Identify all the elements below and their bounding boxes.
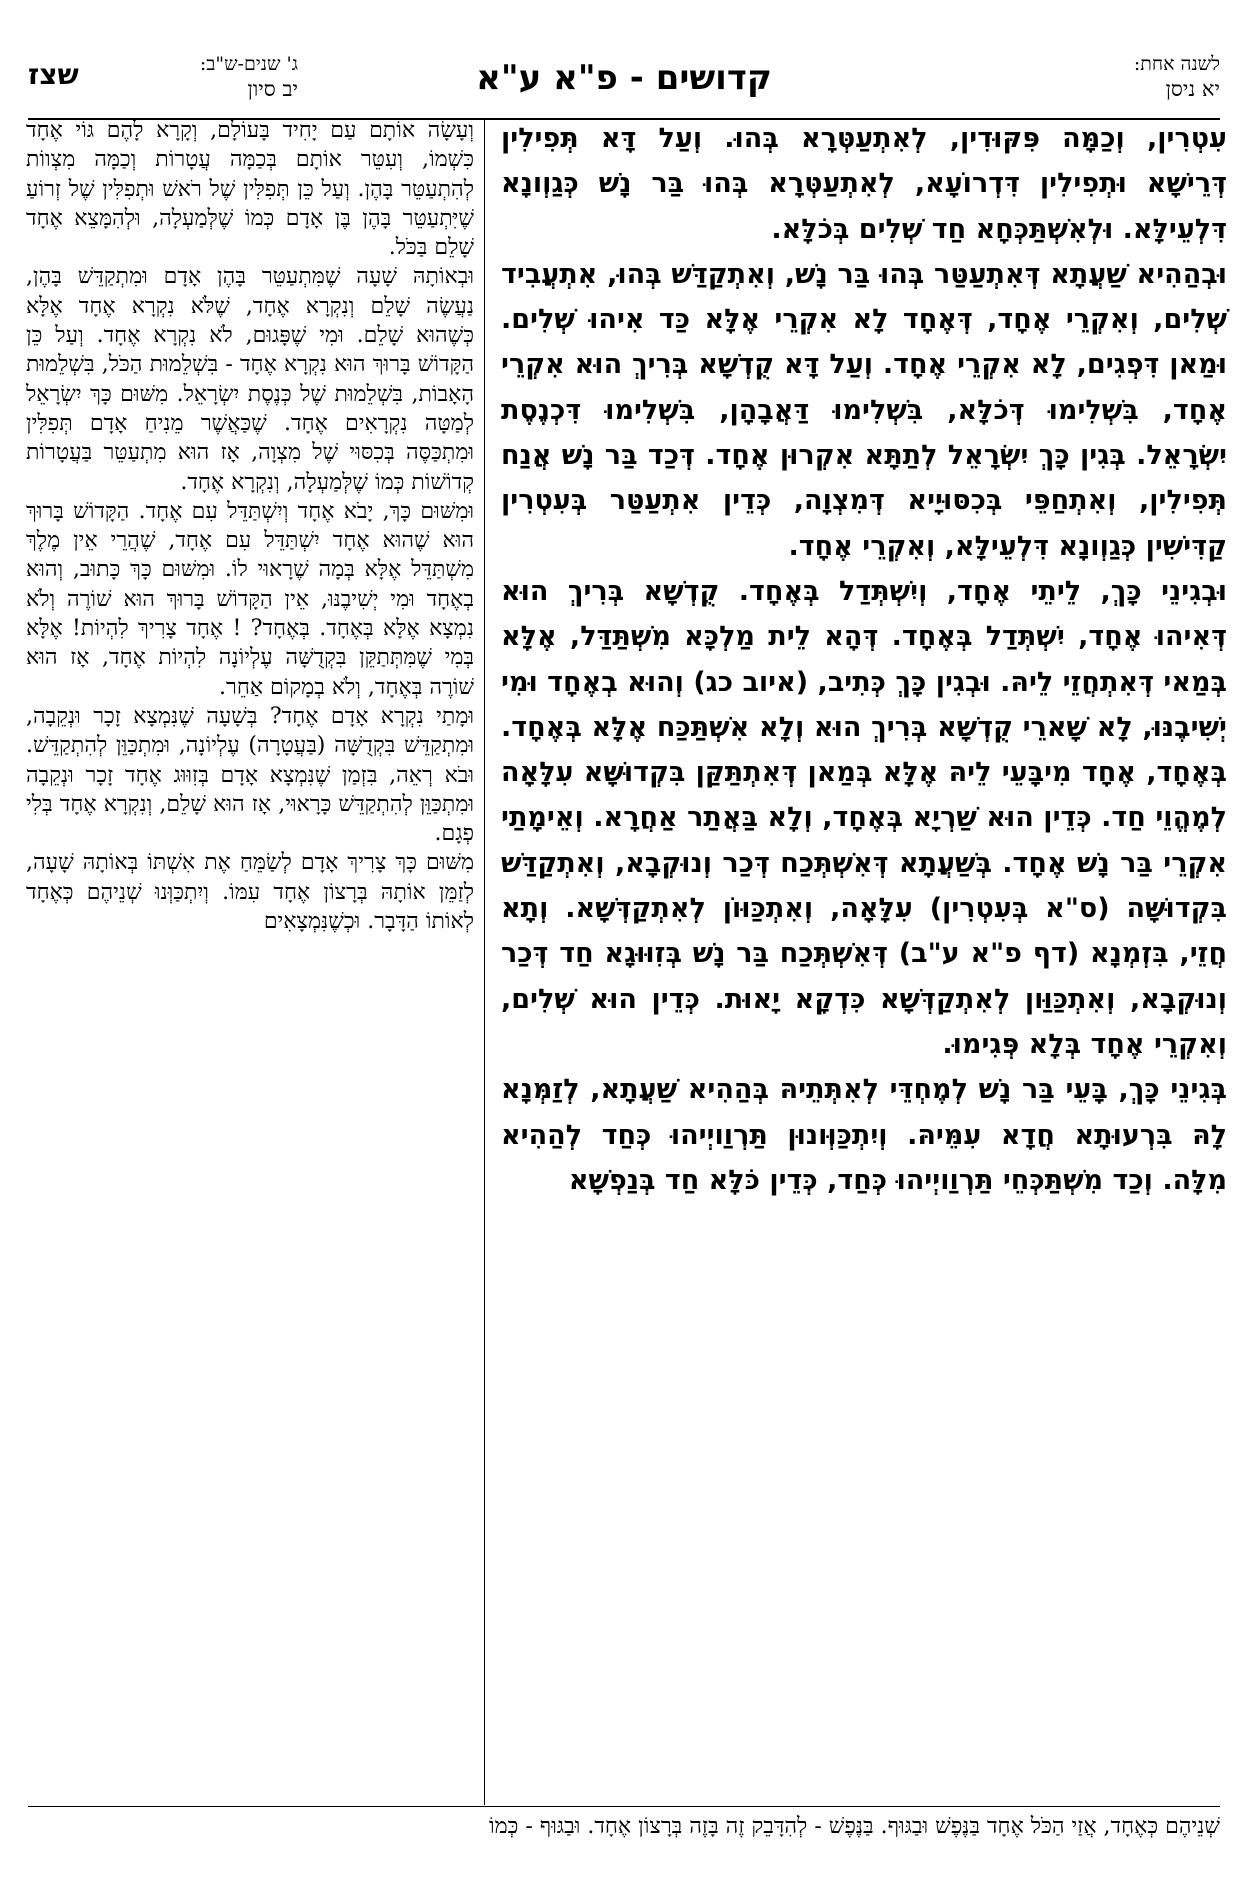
footer-continuation: שְׁנֵיהֶם כְּאֶחָד, אֲזַי הַכֹּל אֶחָד בַּנֶּפֶשׁ וּבַגּוּף. בַּנֶּפֶשׁ - לְהִדָּבֵק זֶה בָּזֶה בְּרָצוֹן אֶחָד. וּבַגּוּף - כְּמוֹ — [488, 1814, 1220, 1839]
translation-column — [26, 116, 474, 936]
translation-paragraph: וְעָשָׂה אוֹתָם עַם יָחִיד בָּעוֹלָם, וְקָרָא לָהֶם גּוֹי אֶחָד כִּשְׁמוֹ, וְעִטֵּר אוֹתָם בְּכַמָּה עֲטָרוֹת וְכַמָּה מִצְווֹת לְהִתְעַטֵּר בָּהֶן. וְעַל כֵּן תְּפִלִּין שֶׁל רֹאשׁ וּתְפִלִּין שֶׁל זְרוֹעַ שֶׁיִּתְעַטֵּר בָּהֶן בֶּן אָדָם כְּמוֹ שֶׁלְּמַעְלָה, וּלְהִמָּצֵא אֶחָד שָׁלֵם בַּכֹּל. — [26, 118, 474, 261]
main-paragraph: וּבְהַהִיא שַׁעֲתָא דְּאִתְעַטַּר בְּהוּ בַּר נָשׁ, וְאִתְקַדַּשׁ בְּהוּ, אִתְעֲבִיד שְׁלִים, וְאִקְרֵי אֶחָד, דְּאֶחָד לָא אִקְרֵי אֶלָּא כַּד אִיהוּ שְׁלִים. וּמַאן דִּפְגִים, לָא אִקְרֵי אֶחָד. וְעַל דָּא קֻדְשָׁא בְּרִיךְ הוּא אִקְרֵי אֶחָד, בִּשְׁלִימוּ דְּכֹלָּא, בִּשְׁלִימוּ דַּאֲבָהָן, בִּשְׁלִימוּ דִּכְנֶסֶת יִשְׂרָאֵל. בְּגִין כָּךְ יִשְׂרָאֵל לְתַתָּא אִקְרוּן אֶחָד. דְּכַד בַּר נָשׁ אֲנַח תְּפִילִין, וְאִתְחַפֵּי בְּכִסּוּיָיא דְּמִצְוָה, כְּדֵין אִתְעַטַּר בְּעִטְרִין קַדִּישִׁין כְּגַוְונָא דִּלְעֵילָּא, וְאִקְרֵי אֶחָד. — [501, 258, 1227, 562]
main-paragraph: עִטְרִין, וְכַמָּה פִּקּוּדִין, לְאִתְעַטְּרָא בְּהוּ. וְעַל דָּא תְּפִילִין דְּרֵישָׁא וּתְפִילִין דִּדְרוֹעָא, לְאִתְעַטְּרָא בְּהוּ בַּר נָשׁ כְּגַוְונָא דִּלְעֵילָּא. וּלְאִשְׁתַּכְּחָא חַד שְׁלִים בְּכֹלָּא. — [501, 123, 1227, 245]
page-header — [28, 48, 1220, 116]
page-title: קדושים - פ"א ע"א — [476, 58, 772, 98]
translation-paragraph: וּבְאוֹתָהּ שָׁעָה שֶׁמִּתְעַטֵּר בָּהֶן אָדָם וּמִתְקַדֵּשׁ בָּהֶן, נַעֲשֶׂה שָׁלֵם וְנִקְרָא אֶחָד, שֶׁלֹּא נִקְרָא אֶחָד אֶלָּא כְּשֶׁהוּא שָׁלֵם. וּמִי שֶׁפָּגוּם, לֹא נִקְרָא אֶחָד. וְעַל כֵּן הַקָּדוֹשׁ בָּרוּךְ הוּא נִקְרָא אֶחָד - בִּשְׁלֵמוּת הַכֹּל, בִּשְׁלֵמוּת הָאָבוֹת, בִּשְׁלֵמוּת שֶׁל כְּנֶסֶת יִשְׂרָאֵל. מִשּׁוּם כָּךְ יִשְׂרָאֵל לְמַטָּה נִקְרָאִים אֶחָד. שֶׁכַּאֲשֶׁר מֵנִיחַ אָדָם תְּפִלִּין וּמִתְכַּסֶּה בְּכִסּוּי שֶׁל מִצְוָה, אָז הוּא מִתְעַטֵּר בַּעֲטָרוֹת קְדוֹשׁוֹת כְּמוֹ שֶׁלְּמַעְלָה, וְנִקְרָא אֶחָד. — [26, 264, 474, 495]
column-divider — [484, 120, 485, 1805]
schedule-one-year-date: יא ניסן — [1165, 77, 1220, 101]
footer-divider — [28, 1806, 1220, 1807]
schedule-three-years-date: יב סיון — [247, 77, 298, 101]
main-paragraph: בְּגִינֵי כָּךְ, בָּעֵי בַּר נָשׁ לְמֶחְדֵּי לְאִתְּתֵיהּ בְּהַהִיא שַׁעֲתָא, לְזַמְּנָא לָהּ בִּרְעוּתָא חֲדָא עִמֵּיהּ. וְיִתְכַּוְּונוּן תַּרְוַויְיהוּ כְּחַד לְהַהִיא מִלָּה. וְכַד מִשְׁתַּכְּחֵי תַּרְוַויְיהוּ כְּחַד, כְּדֵין כֹּלָּא חַד בְּנַפְשָׁא — [501, 1074, 1227, 1196]
translation-paragraph: וּמִשּׁוּם כָּךְ, יָבֹא אֶחָד וְיִשְׁתַּדֵּל עִם אֶחָד. הַקָּדוֹשׁ בָּרוּךְ הוּא שֶׁהוּא אֶחָד יִשְׁתַּדֵּל עִם אֶחָד, שֶׁהֲרֵי אֵין מֶלֶךְ מִשְׁתַּדֵּל אֶלָּא בְּמָה שֶׁרָאוּי לוֹ. וּמִשּׁוּם כָּךְ כָּתוּב, וְהוּא בְאֶחָד וּמִי יְשִׁיבֶנּוּ, אֵין הַקָּדוֹשׁ בָּרוּךְ הוּא שׁוֹרֶה וְלֹא נִמְצָא אֶלָּא בְּאֶחָד. בְּאֶחָד? ! אֶחָד צָרִיךְ לִהְיוֹת! אֶלָּא בְּמִי שֶׁמִּתְּתַקֵּן בִּקְדֻשָּׁה עֶלְיוֹנָה לִהְיוֹת אֶחָד, אָז הוּא שׁוֹרֶה בְּאֶחָד, וְלֹא בְמָקוֹם אַחֵר. — [26, 498, 474, 700]
translation-paragraph: מִשּׁוּם כָּךְ צָרִיךְ אָדָם לְשַׂמֵּחַ אֶת אִשְׁתּוֹ בְּאוֹתָהּ שָׁעָה, לְזַמֵּן אוֹתָהּ בְּרָצוֹן אֶחָד עִמּוֹ. וְיִתְכַּוְּנוּ שְׁנֵיהֶם כְּאֶחָד לְאוֹתוֹ הַדָּבָר. וּכְשֶׁנִּמְצָאִים — [26, 850, 474, 935]
page-number: שצז — [28, 58, 79, 91]
main-paragraph: וּבְגִינֵי כָּךְ, לֵיתֵי אֶחָד, וְיִשְׁתְּדַל בְּאֶחָד. קֻדְשָׁא בְּרִיךְ הוּא דְּאִיהוּ אֶחָד, יִשְׁתְּדַל בְּאֶחָד. דְּהָא לֵית מַלְכָּא מִשְׁתַּדַּל, אֶלָּא בְּמַאי דְּאִתְחֲזֵי לֵיהּ. וּבְגִין כָּךְ כְּתִיב, (איוב כג) וְהוּא בְאֶחָד וּמִי יְשִׁיבֶנּוּ, לָא שָׁארֵי קֻדְשָׁא בְּרִיךְ הוּא וְלָא אִשְׁתַּכַּח אֶלָּא בְּאֶחָד. בְּאֶחָד, אֶחָד מִיבָּעֵי לֵיהּ אֶלָּא בְּמַאן דְּאִתְתַּקַּן בִּקְדוּשָּׁא עִלָּאָה לְמֶהֱוֵי חַד. כְּדֵין הוּא שַׁרְיָא בְּאֶחָד, וְלָא בַּאֲתַר אַחֲרָא. וְאֵימָתַי אִקְרֵי בַּר נָשׁ אֶחָד. בְּשַׁעֲתָא דְּאִשְׁתְּכַח דְּכַר וְנוּקְבָא, וְאִתְקַדַּשׁ בִּקְדוּשָּׁה (ס"א בְּעִטְרִין) עִלָּאָה, וְאִתְכַּוּוֹן לְאִתְקַדְּשָׁא. וְתָא חֲזֵי, בִּזְמְנָא (דף פ"א ע"ב) דְּאִשְׁתְּכַח בַּר נָשׁ בְּזִוּוּגָא חַד דְּכַר וְנוּקְבָא, וְאִתְכַּוַּון לְאִתְקַדְּשָׁא כִּדְקָא יָאוּת. כְּדֵין הוּא שְׁלִים, וְאִקְרֵי אֶחָד בְּלָא פְּגִימוּ. — [501, 575, 1227, 1060]
schedule-three-years-label: ג' שנים-ש"ב: — [199, 53, 298, 75]
schedule-one-year-label: לשנה אחת: — [1133, 53, 1220, 75]
main-text-column — [501, 116, 1227, 1203]
translation-paragraph: וּמָתַי נִקְרָא אָדָם אֶחָד? בְּשָׁעָה שֶׁנִּמְצָא זָכָר וּנְקֵבָה, וּמִתְקַדֵּשׁ בִּקְדֻשָּׁה (בַּעֲטָרָה) עֶלְיוֹנָה, וּמִתְכַּוֵּן לְהִתְקַדֵּשׁ. וּבֹא רְאֵה, בִּזְמַן שֶׁנִּמְצָא אָדָם בְּזִוּוּג אֶחָד זָכָר וּנְקֵבָה וּמִתְכַּוֵּן לְהִתְקַדֵּשׁ כָּרָאוּי, אָז הוּא שָׁלֵם, וְנִקְרָא אֶחָד בְּלִי פְגָם. — [26, 703, 474, 847]
